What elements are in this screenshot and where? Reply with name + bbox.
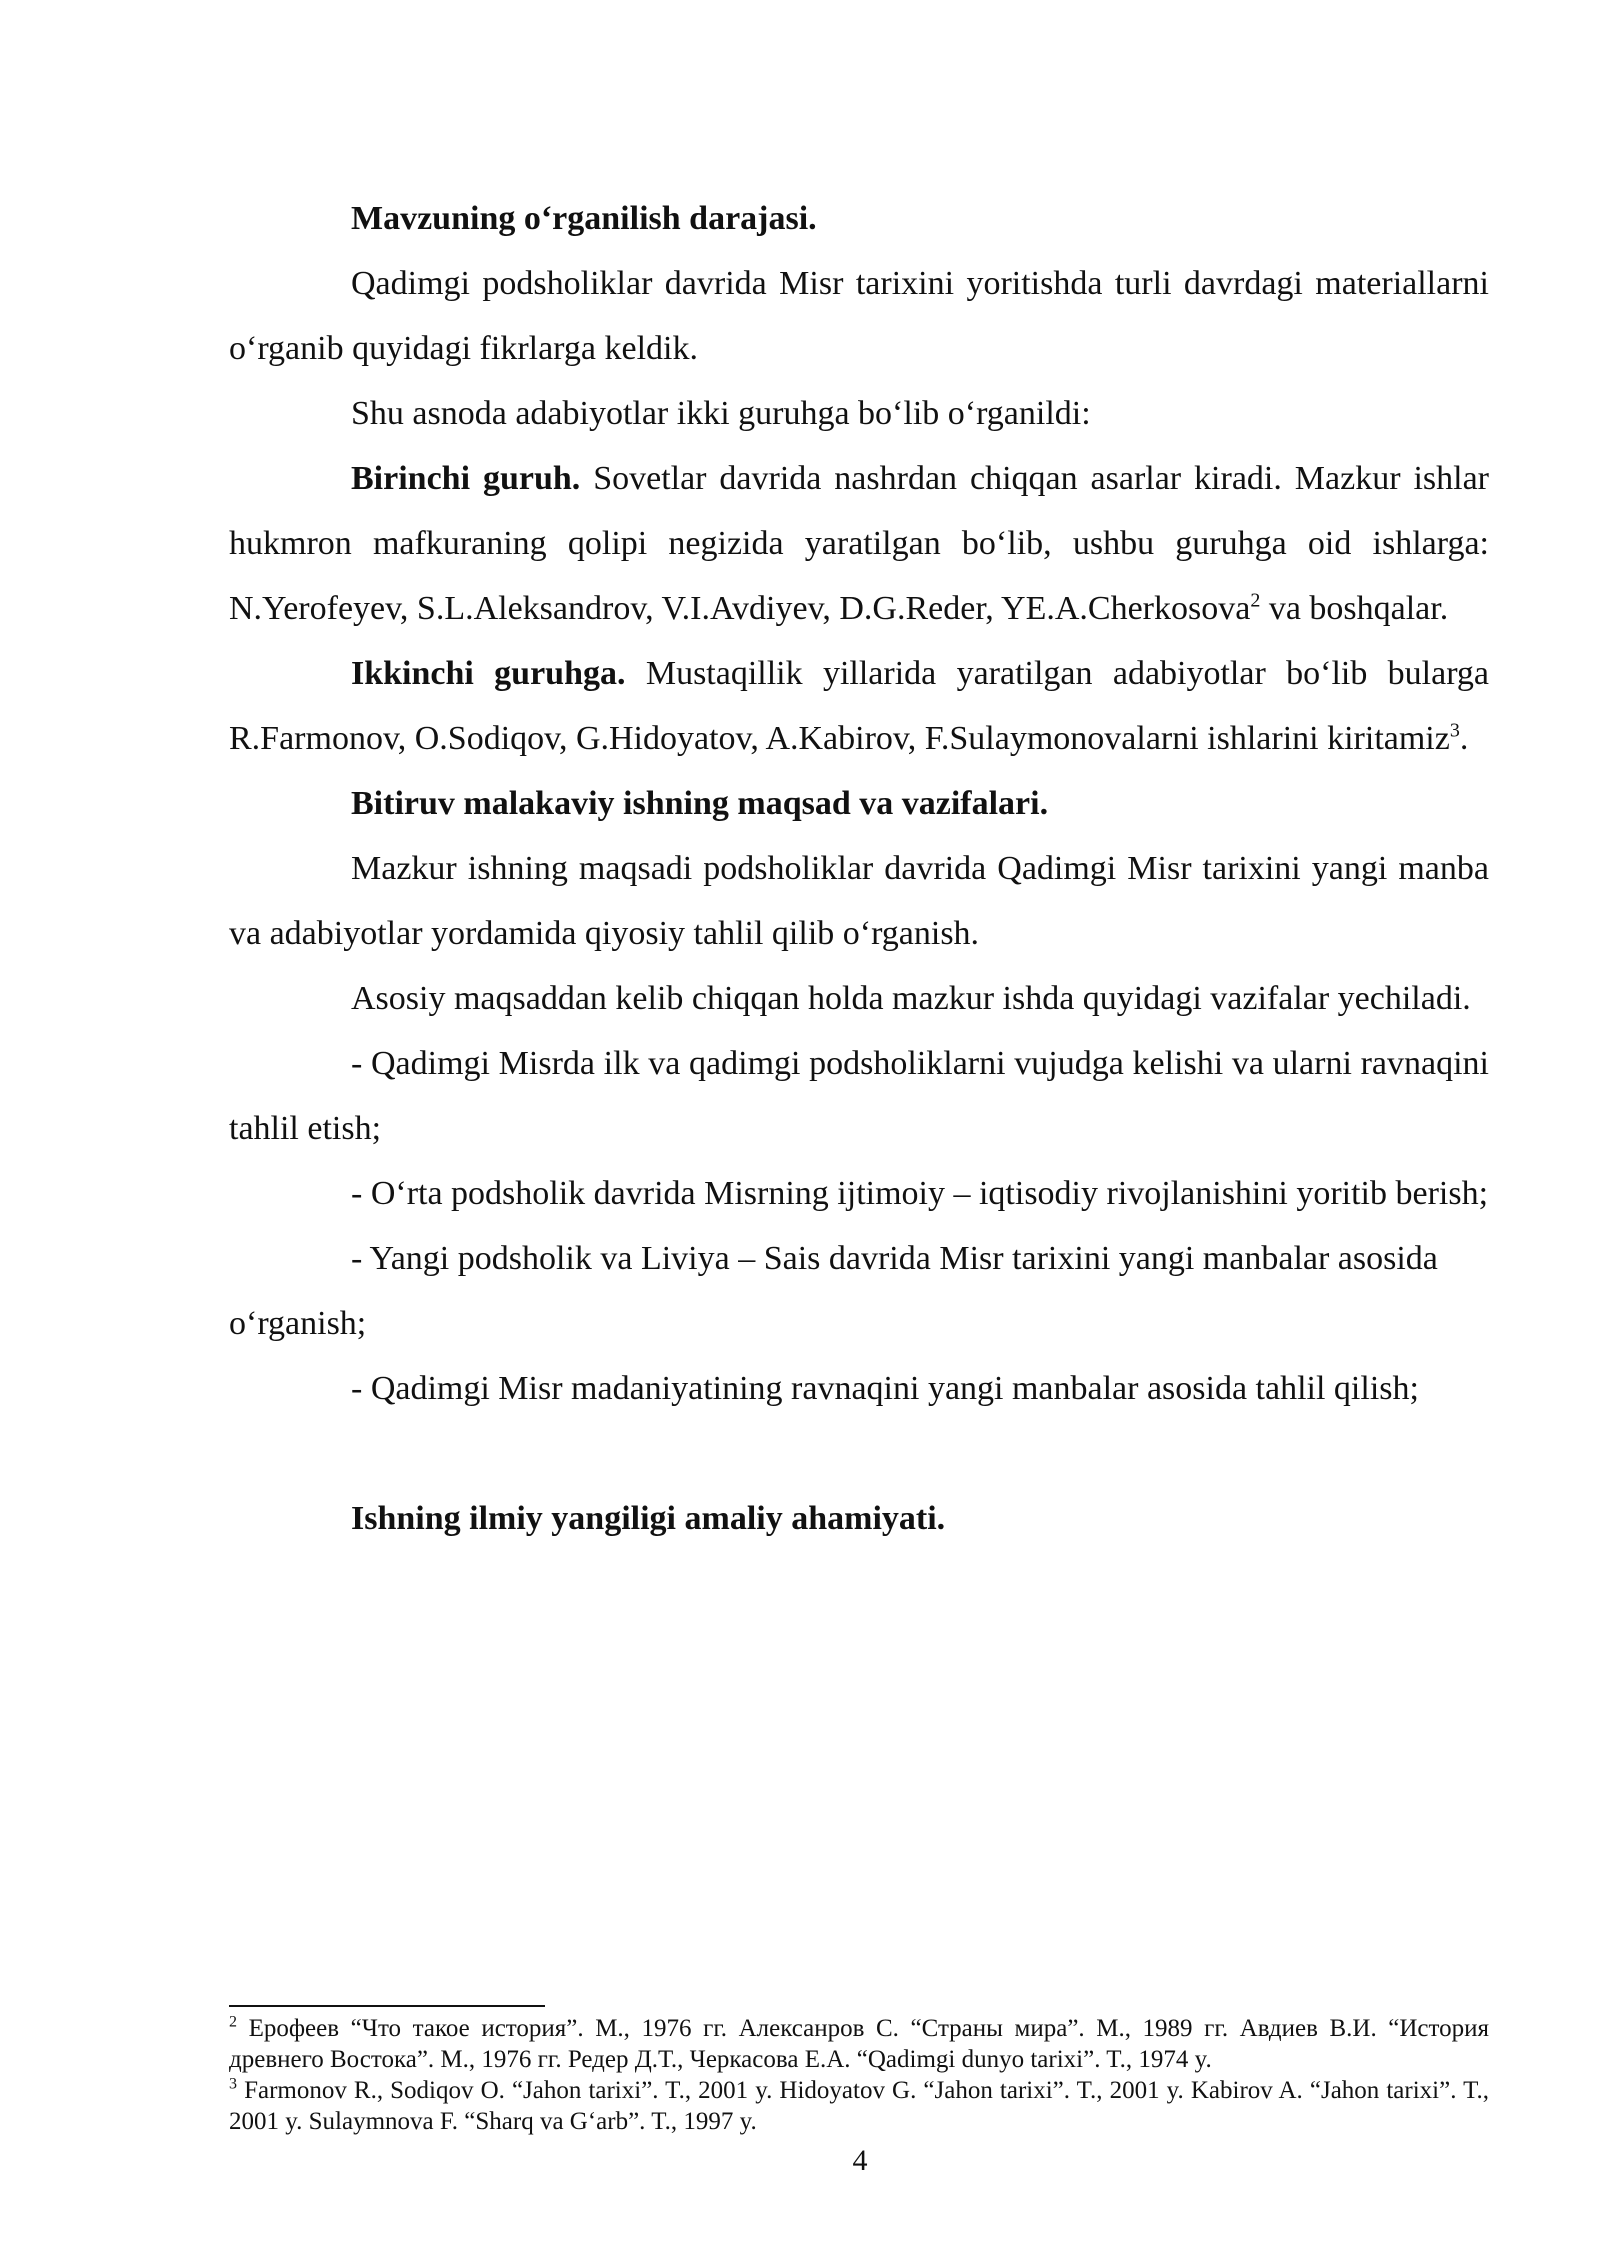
footnote-2: $^2$ Ерофеев “Что такое история”. М., 1976 гг. Алексанров С. “Страны мира”. М., 1989 гг. Авдиев В.И. “История древнего Востока”. М., 1976 гг. Редер Д.Т., Черкасова Е.А. “Qadimgi dunyo tarixi”. T., 1974 y. — [229, 2013, 1489, 2073]
paragraph-goal: Mazkur ishning maqsadi podsholiklar davrida Qadimgi Misr tarixini yangi manba va adabiyotlar yordamida qiyosiy tahlil qilib o‘rganish. — [229, 850, 1489, 952]
paragraph-intro: Qadimgi podsholiklar davrida Misr tarixini yoritishda turli davrdagi materiallarni o‘rganib quyidagi fikrlarga keldik. — [229, 265, 1489, 367]
section-heading-study-level: Mavzuning o‘rganilish darajasi. — [351, 200, 817, 237]
task-item: - Yangi podsholik va Liviya – Sais davrida Misr tarixini yangi manbalar asosida o‘rganish; — [229, 1240, 1438, 1342]
paragraph-first-group: Birinchi guruh. Sovetlar davrida nashrdan chiqqan asarlar kiradi. Mazkur ishlar hukmron mafkuraning qolipi negizida yaratilgan bo‘lib, ushbu guruhga oid ishlarga: N.Yerofeyev, S.L.Aleksandrov, V.I.Avdiyev, D.G.Reder, YE.A.Cherkosova$^2$ va boshqalar. — [229, 460, 1489, 627]
footnote-separator — [229, 2005, 545, 2007]
footnote-ref-3[interactable]: 3 — [1449, 719, 1460, 742]
task-item: - Qadimgi Misr madaniyatining ravnaqini yangi manbalar asosida tahlil qilish; — [351, 1370, 1419, 1407]
footnote-3: $^3$ Farmonov R., Sodiqov O. “Jahon tarixi”. T., 2001 y. Hidoyatov G. “Jahon tarixi”. T., 2001 y. Kabirov A. “Jahon tarixi”. T., 2001 y. Sulaymnova F. “Sharq va G‘arb”. T., 1997 y. — [229, 2075, 1489, 2135]
section-heading-goals: Bitiruv malakaviy ishning maqsad va vazifalari. — [351, 785, 1049, 822]
footnote-ref-2[interactable]: 2 — [1250, 589, 1261, 612]
paragraph-second-group: Ikkinchi guruhga. Mustaqillik yillarida yaratilgan adabiyotlar bo‘lib bularga R.Farmonov, O.Sodiqov, G.Hidoyatov, A.Kabirov, F.Sulaymonovalarni ishlarini kiritamiz$^3$. — [229, 655, 1490, 757]
blank-line — [229, 1421, 1489, 1486]
first-group-label: Birinchi guruh. — [351, 460, 581, 497]
section-heading-novelty: Ishning ilmiy yangiligi amaliy ahamiyati. — [351, 1500, 946, 1537]
paragraph-tasks-intro: Asosiy maqsaddan kelib chiqqan holda mazkur ishda quyidagi vazifalar yechiladi. — [351, 980, 1471, 1017]
task-item: - O‘rta podsholik davrida Misrning ijtimoiy – iqtisodiy rivojlanishini yoritib berish; — [351, 1175, 1489, 1212]
paragraph-groups: Shu asnoda adabiyotlar ikki guruhga bo‘lib o‘rganildi: — [351, 395, 1091, 432]
second-group-label: Ikkinchi guruhga. — [351, 655, 626, 692]
task-item: - Qadimgi Misrda ilk va qadimgi podsholiklarni vujudga kelishi va ularni ravnaqini tahlil etish; — [229, 1045, 1489, 1147]
main-text — [229, 186, 1489, 1551]
footnotes — [229, 2013, 1489, 2137]
page-number: 4 — [852, 2144, 868, 2177]
